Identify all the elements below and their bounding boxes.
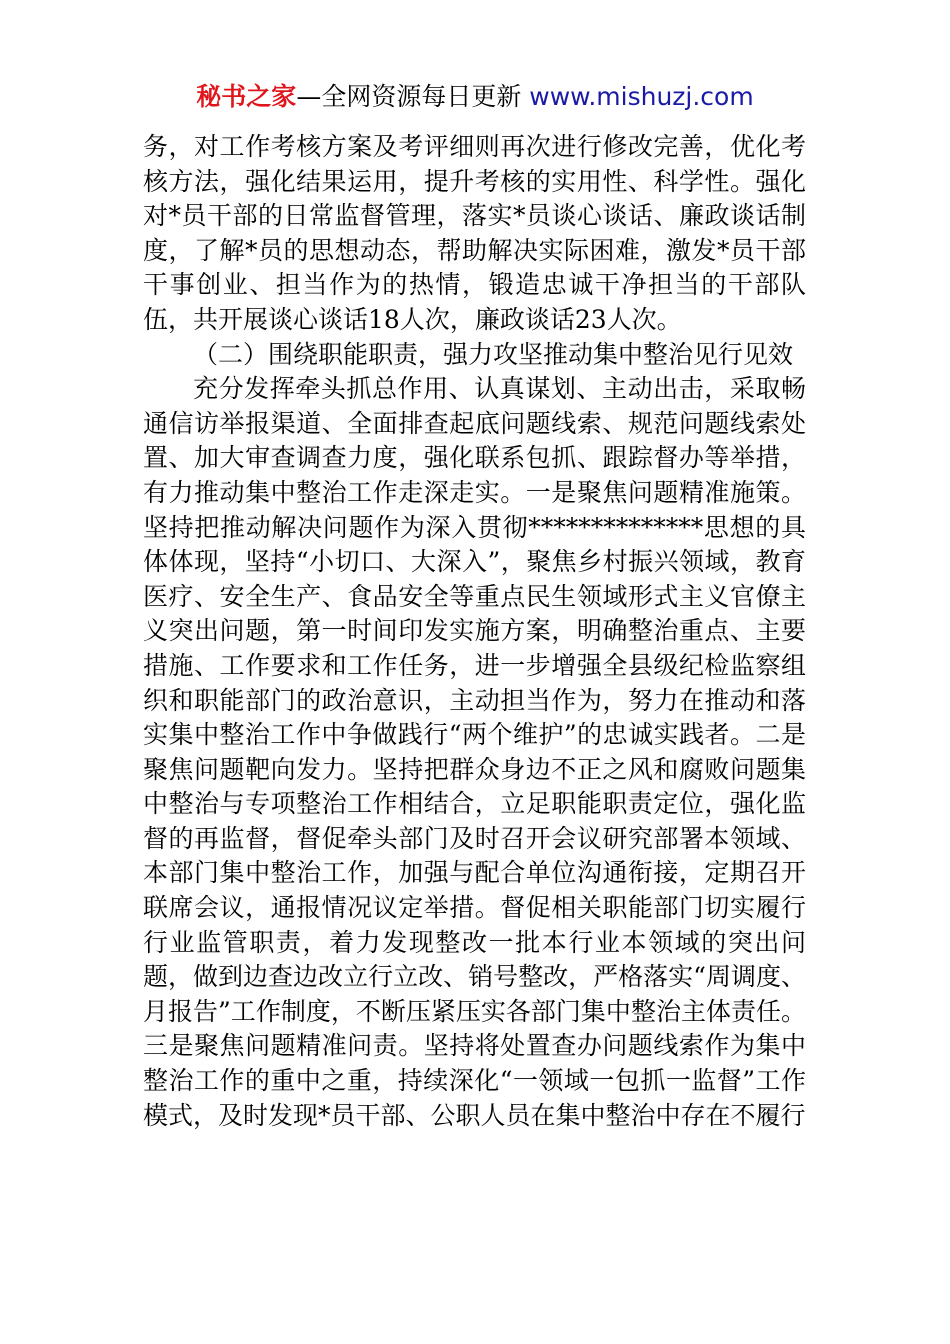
document-body	[143, 130, 806, 1133]
paragraph-continuation: 务，对工作考核方案及考评细则再次进行修改完善，优化考核方法，强化结果运用，提升考核的实用性、科学性。强化对*员干部的日常监督管理，落实*员谈心谈话、廉政谈话制度，了解*员的思想动态，帮助解决实际困难，激发*员干部干事创业、担当作为的热情，锻造忠诚干净担当的干部队伍，共开展谈心谈话18人次，廉政谈话23人次。	[143, 132, 806, 334]
site-brand: 秘书之家	[196, 82, 297, 111]
site-url-link[interactable]: www.mishuzj.com	[529, 82, 754, 111]
section-heading: （二）围绕职能职责，强力攻坚推动集中整治见行见效	[193, 339, 794, 369]
page-header	[0, 80, 950, 114]
site-tagline: —全网资源每日更新	[296, 82, 522, 111]
paragraph-body: 充分发挥牵头抓总作用、认真谋划、主动出击，采取畅通信访举报渠道、全面排查起底问题线索、规范问题线索处置、加大审查调查力度，强化联系包抓、跟踪督办等举措，有力推动集中整治工作走深走实。一是聚焦问题精准施策。坚持把推动解决问题作为深入贯彻**************思想的具体体现，坚持“小切口、大深入”，聚焦乡村振兴领域，教育医疗、安全生产、食品安全等重点民生领域形式主义官僚主义突出问题，第一时间印发实施方案，明确整治重点、主要措施、工作要求和工作任务，进一步增强全县级纪检监察组织和职能部门的政治意识，主动担当作为，努力在推动和落实集中整治工作中争做践行“两个维护”的忠诚实践者。二是聚焦问题靶向发力。坚持把群众身边不正之风和腐败问题集中整治与专项整治工作相结合，立足职能职责定位，强化监督的再监督，督促牵头部门及时召开会议研究部署本领域、本部门集中整治工作，加强与配合单位沟通衔接，定期召开联席会议，通报情况议定举措。督促相关职能部门切实履行行业监管职责，着力发现整改一批本行业本领域的突出问题，做到边查边改立行立改、销号整改，严格落实“周调度、月报告”工作制度，不断压紧压实各部门集中整治主体责任。三是聚焦问题精准问责。坚持将处置查办问题线索作为集中整治工作的重中之重，持续深化“一领域一包抓一监督”工作模式，及时发现*员干部、公职人员在集中整治中存在不履行	[143, 374, 806, 1130]
